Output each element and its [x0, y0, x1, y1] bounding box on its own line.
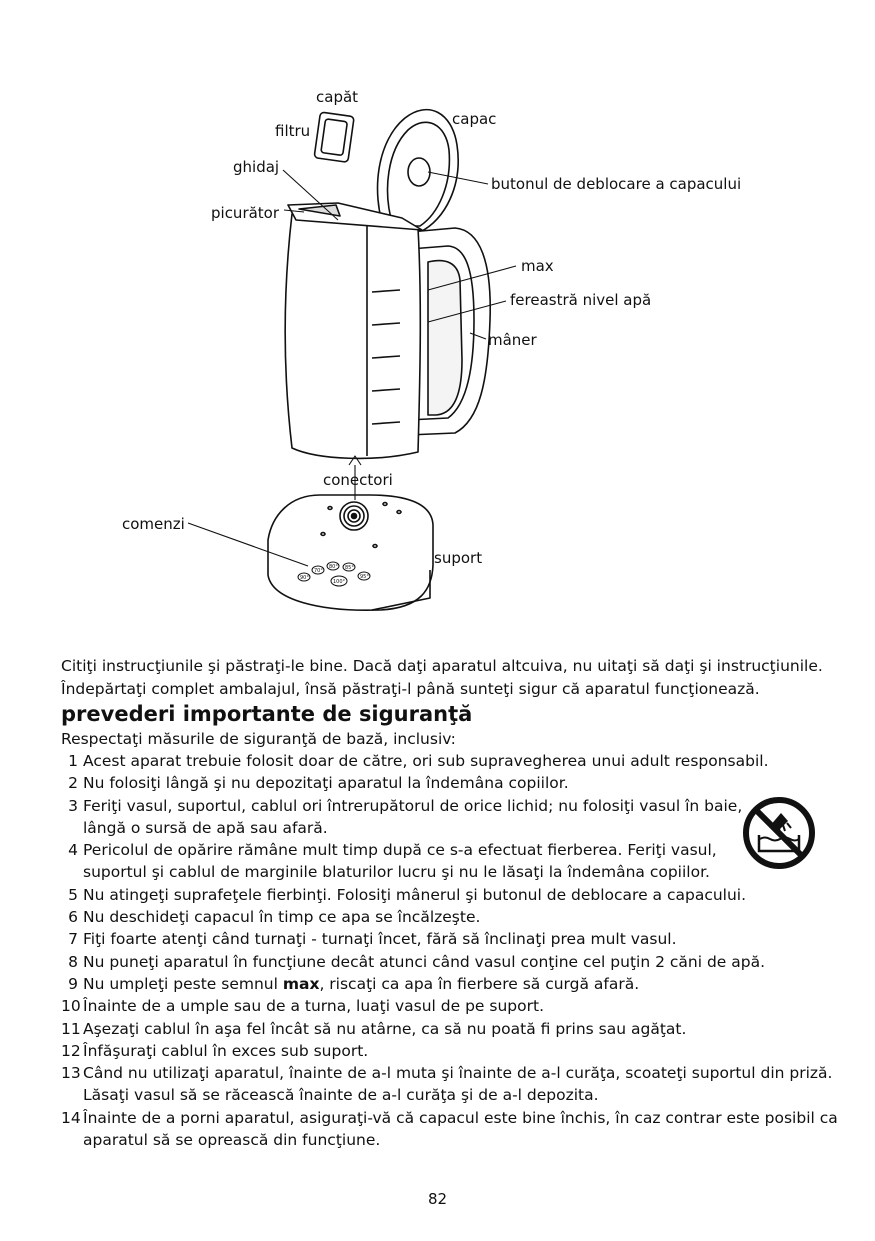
item-text: Înfăşuraţi cablul în exces sub suport. — [83, 1041, 369, 1060]
item-number: 11 — [61, 1019, 81, 1038]
item-number: 5 — [68, 885, 78, 904]
label-comenzi: comenzi — [122, 515, 185, 533]
list-item — [61, 772, 841, 794]
page-number: 82 — [427, 1190, 448, 1208]
item-text: Fiţi foarte atenţi când turnaţi - turnaţi încet, fără să înclinaţi prea mult vasul. — [83, 930, 677, 949]
item-number: 3 — [68, 796, 78, 815]
label-max: max — [521, 257, 554, 275]
list-item — [61, 1040, 841, 1062]
item-text: Aşezaţi cablul în aşa fel încât să nu atârne, ca să nu poată fi prins sau agăţat. — [83, 1019, 687, 1038]
list-item — [61, 951, 841, 973]
item-number: 14 — [61, 1108, 81, 1127]
item-text: Pericolul de opărire rămâne mult timp după ce s-a efectuat fierberea. Feriţi vasul, suportul şi cablul de marginile blaturilor lucru şi nu le lăsaţi la îndemâna copiilor. — [83, 841, 717, 882]
kettle-body-drawing — [285, 203, 422, 458]
list-item — [61, 906, 841, 928]
list-item — [61, 884, 841, 906]
temp-button-label: 85° — [345, 565, 354, 571]
item-text: Înainte de a porni aparatul, asiguraţi-vă că capacul este bine închis, în caz contrar este posibil ca aparatul să se oprească din funcţiune. — [83, 1108, 838, 1150]
item-number: 1 — [68, 752, 78, 770]
base-drawing — [268, 495, 433, 610]
item-text: Nu folosiţi lângă şi nu depozitaţi aparatul la îndemâna copiilor. — [83, 774, 569, 793]
label-picurator: picurător — [211, 204, 280, 222]
label-ghidaj: ghidaj — [233, 158, 280, 176]
temp-button-label: 100° — [333, 579, 346, 585]
item-number: 10 — [61, 997, 81, 1016]
list-item — [61, 1107, 841, 1152]
item-number: 12 — [61, 1041, 81, 1060]
item-number: 2 — [68, 774, 78, 793]
label-capac: capac — [452, 110, 497, 128]
list-item — [61, 1018, 841, 1040]
label-maner: mâner — [488, 331, 537, 349]
label-conectori: conectori — [323, 471, 393, 489]
intro-line: Citiţi instrucţiunile şi păstraţi-le bine. Dacă daţi aparatul altcuiva, nu uitaţi să daţi şi instrucţiunile. — [61, 657, 823, 675]
list-item — [61, 928, 841, 950]
item-number: 4 — [68, 841, 78, 860]
no-water-immersion-icon — [741, 795, 817, 871]
item-number: 7 — [68, 930, 78, 949]
temp-button-label: 70° — [314, 568, 323, 574]
item-text-pre: Nu umpleţi peste semnul — [83, 974, 283, 993]
label-filtru: filtru — [275, 122, 311, 140]
list-item — [61, 995, 841, 1017]
filter-drawing — [314, 112, 354, 162]
list-item — [61, 973, 841, 995]
item-text-bold: max — [282, 974, 320, 993]
item-text: Acest aparat trebuie folosit doar de către, ori sub supravegherea unui adult responsabil. — [83, 752, 769, 770]
lid-drawing — [378, 110, 459, 232]
list-item — [61, 1062, 841, 1107]
lead-text: Respectaţi măsurile de siguranţă de bază, inclusiv: — [61, 730, 456, 748]
item-text: Nu deschideţi capacul în timp ce apa se încălzeşte. — [83, 908, 481, 927]
label-fereastra: fereastră nivel apă — [510, 291, 652, 309]
intro-text — [61, 655, 861, 701]
item-text: Când nu utilizaţi aparatul, înainte de a-l muta şi înainte de a-l curăţa, scoateţi suportul din priză. Lăsaţi vasul să se răcească înainte de a-l curăţa şi de a-l depozita. — [83, 1064, 833, 1105]
item-text: Feriţi vasul, suportul, cablul ori întrerupătorul de orice lichid; nu folosiţi vasul în baie, lângă o sursă de apă sau afară. — [83, 796, 743, 837]
item-number: 13 — [61, 1064, 81, 1083]
item-text: Înainte de a umple sau de a turna, luaţi vasul de pe suport. — [83, 997, 544, 1016]
list-item — [61, 750, 841, 772]
item-text: Nu puneţi aparatul în funcţiune decât atunci când vasul conţine cel puţin 2 căni de apă. — [83, 952, 766, 971]
list-item — [61, 839, 743, 884]
item-text: Nu atingeţi suprafeţele fierbinţi. Folosiţi mânerul şi butonul de deblocare a capacului. — [83, 885, 747, 904]
intro-line: Îndepărtaţi complet ambalajul, însă păstraţi-l până sunteţi sigur că aparatul funcţionează. — [61, 680, 760, 698]
item-text-post: , riscaţi ca apa în fierbere să curgă afară. — [319, 974, 640, 993]
section-title: prevederi importante de siguranţă — [61, 702, 473, 726]
item-number: 8 — [68, 952, 78, 971]
label-suport: suport — [434, 549, 483, 567]
label-butonul: butonul de deblocare a capacului — [491, 175, 742, 193]
label-capat: capăt — [316, 88, 359, 106]
temp-button-label: 95° — [360, 574, 369, 580]
item-number: 6 — [68, 908, 78, 927]
item-number: 9 — [68, 974, 78, 993]
temp-button-label: 90° — [300, 575, 309, 581]
temp-button-label: 80° — [329, 564, 338, 570]
safety-list — [61, 750, 841, 1151]
list-item — [61, 795, 743, 840]
